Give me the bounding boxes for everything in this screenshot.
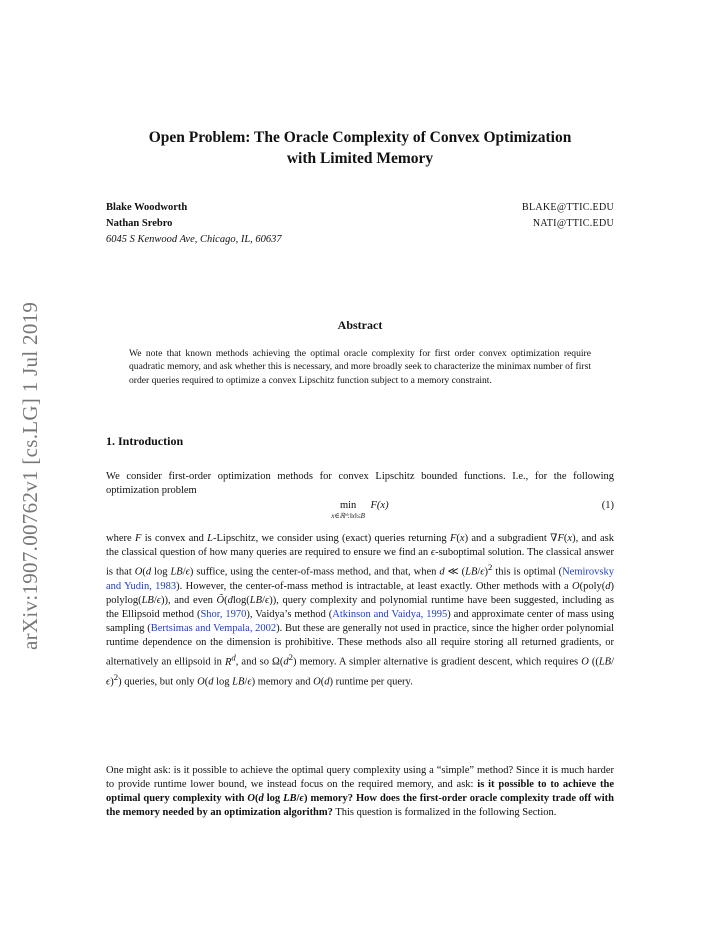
intro-paragraph-3 xyxy=(106,764,614,820)
author-email[interactable]: BLAKE@TTIC.EDU xyxy=(521,202,614,213)
author-address: 6045 S Kenwood Ave, Chicago, IL, 60637 xyxy=(106,234,282,245)
author-email[interactable]: NATI@TTIC.EDU xyxy=(532,218,614,229)
abstract-heading: Abstract xyxy=(337,318,383,332)
author-name: Nathan Srebro xyxy=(106,218,173,229)
author-row xyxy=(106,216,614,232)
author-row xyxy=(106,200,614,216)
equation-number: (1) xyxy=(601,500,614,511)
author-block xyxy=(106,200,614,248)
intro-paragraph-2: where F is convex and L-Lipschitz, we consider using (exact) queries returning F(x) and a subgradient ∇F(x), and ask the classical question of how many queries are required to ensure we find an ϵ-suboptimal solution. The classical answer is that O(d log LB/ϵ) suffice, using the center-of-mass method, and that, when d ≪ $(LB/\epsilon)^2$ this is optimal (Nemirovsky and Yudin, 1983). However, the center-of-mass method is intractable, at least exactly. Other methods with a O(poly(d) polylog(LB/ϵ)), and even Õ(dlog(LB/ϵ)), query complexity and polynomial runtime have been suggested, including as the Ellipsoid method (Shor, 1970), Vaidya’s method (Atkinson and Vaidya, 1995) and approximate center of mass using sampling (Bertsimas and Vempala, 2002). But these are generally not used in practice, since the higher order polynomial runtime dependence on the dimension is prohibitive. These methods also all require storing all returned gradients, or alternatively an ellipsoid in $R^d$, and so $\Omega(d^2)$ memory. A simpler alternative is gradient descent, which requires O $((LB/\epsilon)^2)$ queries, but only O(d log LB/ϵ) memory and O(d) runtime per query. xyxy=(106,533,615,688)
citation-link[interactable]: Atkinson and Vaidya, 1995 xyxy=(332,608,448,620)
title-line-1: Open Problem: The Oracle Complexity of Convex Optimization xyxy=(148,129,572,146)
equation-operator: min xyxy=(339,500,357,511)
intro-paragraph-1: We consider first-order optimization methods for convex Lipschitz bounded functions. I.e., for the following optimization problem xyxy=(106,471,614,497)
equation-1 xyxy=(106,500,614,524)
equation-subscript: x∈ℝᵈ:‖x‖≤B xyxy=(331,512,365,520)
citation-link[interactable]: Shor, 1970 xyxy=(200,608,247,620)
arxiv-margin-stamp: arXiv:1907.00762v1 [cs.LG] 1 Jul 2019 xyxy=(18,301,42,650)
citation-link[interactable]: Bertsimas and Vempala, 2002 xyxy=(150,623,277,635)
abstract-text: We note that known methods achieving the optimal oracle complexity for first order convex optimization require quadratic memory, and ask whether this is necessary, and more broadly seek to characterize the minimax number of first order queries required to optimize a convex Lipschitz function subject to a memory constraint. xyxy=(129,348,591,386)
section-heading-introduction: 1. Introduction xyxy=(106,434,184,448)
equation-function: F(x) xyxy=(370,500,389,511)
paper-title xyxy=(105,127,615,169)
citation-link[interactable]: Nemirovsky and Yudin, 1983 xyxy=(106,566,615,592)
paragraph-text: One might ask: is it possible to achieve the optimal query complexity using a “simple” method? Since it is much harder to provide runtime lower bound, we instead focus on the required memory, and ask: xyxy=(106,765,614,791)
author-name: Blake Woodworth xyxy=(106,202,188,213)
title-line-2: with Limited Memory xyxy=(286,150,434,167)
open-question: is it possible to to achieve the optimal query complexity with O(d log LB/ϵ) memory? How does the first-order oracle complexity trade off with the memory needed by an optimization algorithm? xyxy=(106,779,615,819)
paragraph-text: This question is formalized in the following Section. xyxy=(335,807,557,819)
